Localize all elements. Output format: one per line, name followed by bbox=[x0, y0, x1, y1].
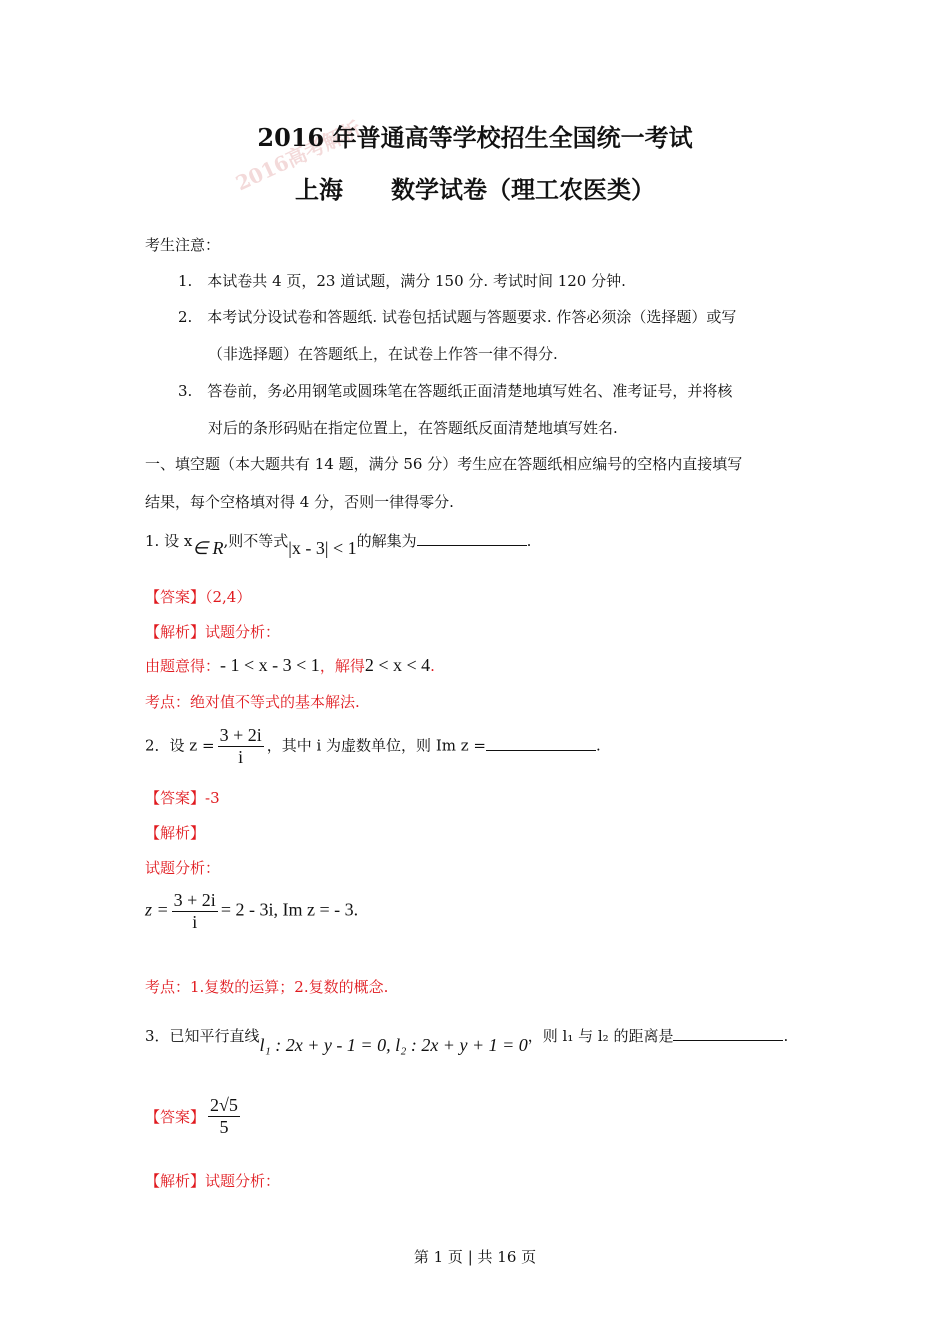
q2-prefix: 2．设 z = bbox=[145, 736, 215, 755]
page-footer: 第 1 页 | 共 16 页 bbox=[413, 1248, 537, 1266]
q2-answer: 【答案】-3 bbox=[145, 789, 220, 807]
denominator: i bbox=[238, 747, 244, 767]
answer-blank bbox=[417, 531, 527, 546]
q2-end: . bbox=[595, 736, 601, 755]
q1-analysis: 【解析】试题分析： bbox=[145, 623, 281, 641]
q3-prefix: 3．已知平行直线 bbox=[145, 1027, 260, 1045]
q2-fraction bbox=[172, 890, 218, 933]
eq-rhs: = 2 - 3i, Im z = - 3. bbox=[220, 899, 359, 920]
q1-point: 考点：绝对值不等式的基本解法. bbox=[145, 693, 360, 711]
notice-item: 3. 答卷前，务必用钢笔或圆珠笔在答题纸正面清楚地填写姓名、准考证号，并将核 bbox=[178, 382, 733, 400]
q3-answer bbox=[145, 1095, 243, 1138]
q3-answer-fraction bbox=[208, 1095, 240, 1138]
notice-item: （非选择题）在答题纸上，在试卷上作答一律不得分. bbox=[208, 345, 558, 363]
q1-step2: 2 < x < 4 bbox=[364, 655, 431, 675]
notice-item: 对后的条形码贴在指定位置上，在答题纸反面清楚地填写姓名. bbox=[208, 419, 618, 437]
exam-subtitle: 上海 数学试卷（理工农医类） bbox=[295, 175, 655, 204]
q1-step: 由题意得：- 1 < x - 3 < 1，解得2 < x < 4. bbox=[145, 655, 435, 675]
answer-blank bbox=[486, 736, 596, 751]
notice-heading: 考生注意： bbox=[145, 236, 221, 254]
q3-equation: l₁ : 2x + y - 1 = 0, l₂ : 2x + y + 1 = 0 bbox=[259, 1035, 528, 1055]
q1-end: . bbox=[526, 532, 532, 550]
section-header: 一、填空题（本大题共有 14 题，满分 56 分）考生应在答题纸相应编号的空格内直接填写 bbox=[145, 455, 743, 473]
denominator: i bbox=[192, 912, 198, 932]
question-1 bbox=[145, 530, 532, 558]
q3-analysis: 【解析】试题分析： bbox=[145, 1172, 281, 1190]
q1-answer: 【答案】（2,4） bbox=[145, 588, 252, 606]
numerator: 2√5 bbox=[210, 1095, 238, 1115]
q1-text: 的解集为 bbox=[356, 532, 417, 550]
question-2 bbox=[145, 725, 601, 768]
q2-fraction bbox=[218, 725, 264, 768]
q2-solution bbox=[145, 890, 358, 933]
notice-item: 2. 本考试分设试卷和答题纸. 试卷包括试题与答题要求. 作答必须涂（选择题）或写 bbox=[178, 308, 737, 326]
q3-end: . bbox=[783, 1027, 789, 1045]
notice-item: 1. 本试卷共 4 页，23 道试题，满分 150 分. 考试时间 120 分钟. bbox=[178, 272, 626, 290]
exam-title: 2016 年普通高等学校招生全国统一考试 bbox=[257, 123, 693, 152]
question-3 bbox=[145, 1025, 789, 1055]
q1-set: ∈ R bbox=[192, 538, 224, 558]
q1-step-label: 由题意得： bbox=[145, 657, 221, 675]
denominator: 5 bbox=[219, 1117, 229, 1137]
q2-point: 考点：1.复数的运算；2.复数的概念. bbox=[145, 978, 389, 996]
numerator: 3 + 2i bbox=[219, 725, 262, 745]
q1-text: ,则不等式 bbox=[223, 532, 289, 550]
q2-text: ，其中 i 为虚数单位，则 Im z = bbox=[266, 736, 486, 755]
section-header-cont: 结果，每个空格填对得 4 分，否则一律得零分. bbox=[145, 493, 454, 511]
q1-inequality: |x - 3| < 1 bbox=[288, 538, 357, 558]
answer-label: 【答案】 bbox=[145, 1108, 206, 1126]
q2-analysis2: 试题分析： bbox=[145, 859, 221, 877]
q1-step-mid: ，解得 bbox=[319, 657, 365, 675]
q2-analysis: 【解析】 bbox=[145, 824, 206, 842]
eq-lhs: z = bbox=[145, 899, 169, 920]
answer-blank bbox=[673, 1026, 783, 1041]
numerator: 3 + 2i bbox=[173, 890, 216, 910]
q3-text: ，则 l₁ 与 l₂ 的距离是 bbox=[527, 1027, 674, 1045]
q1-step1: - 1 < x - 3 < 1 bbox=[220, 655, 320, 675]
watermark: 2016高考解析 bbox=[231, 116, 366, 196]
q1-prefix: 1. 设 x bbox=[145, 532, 193, 550]
